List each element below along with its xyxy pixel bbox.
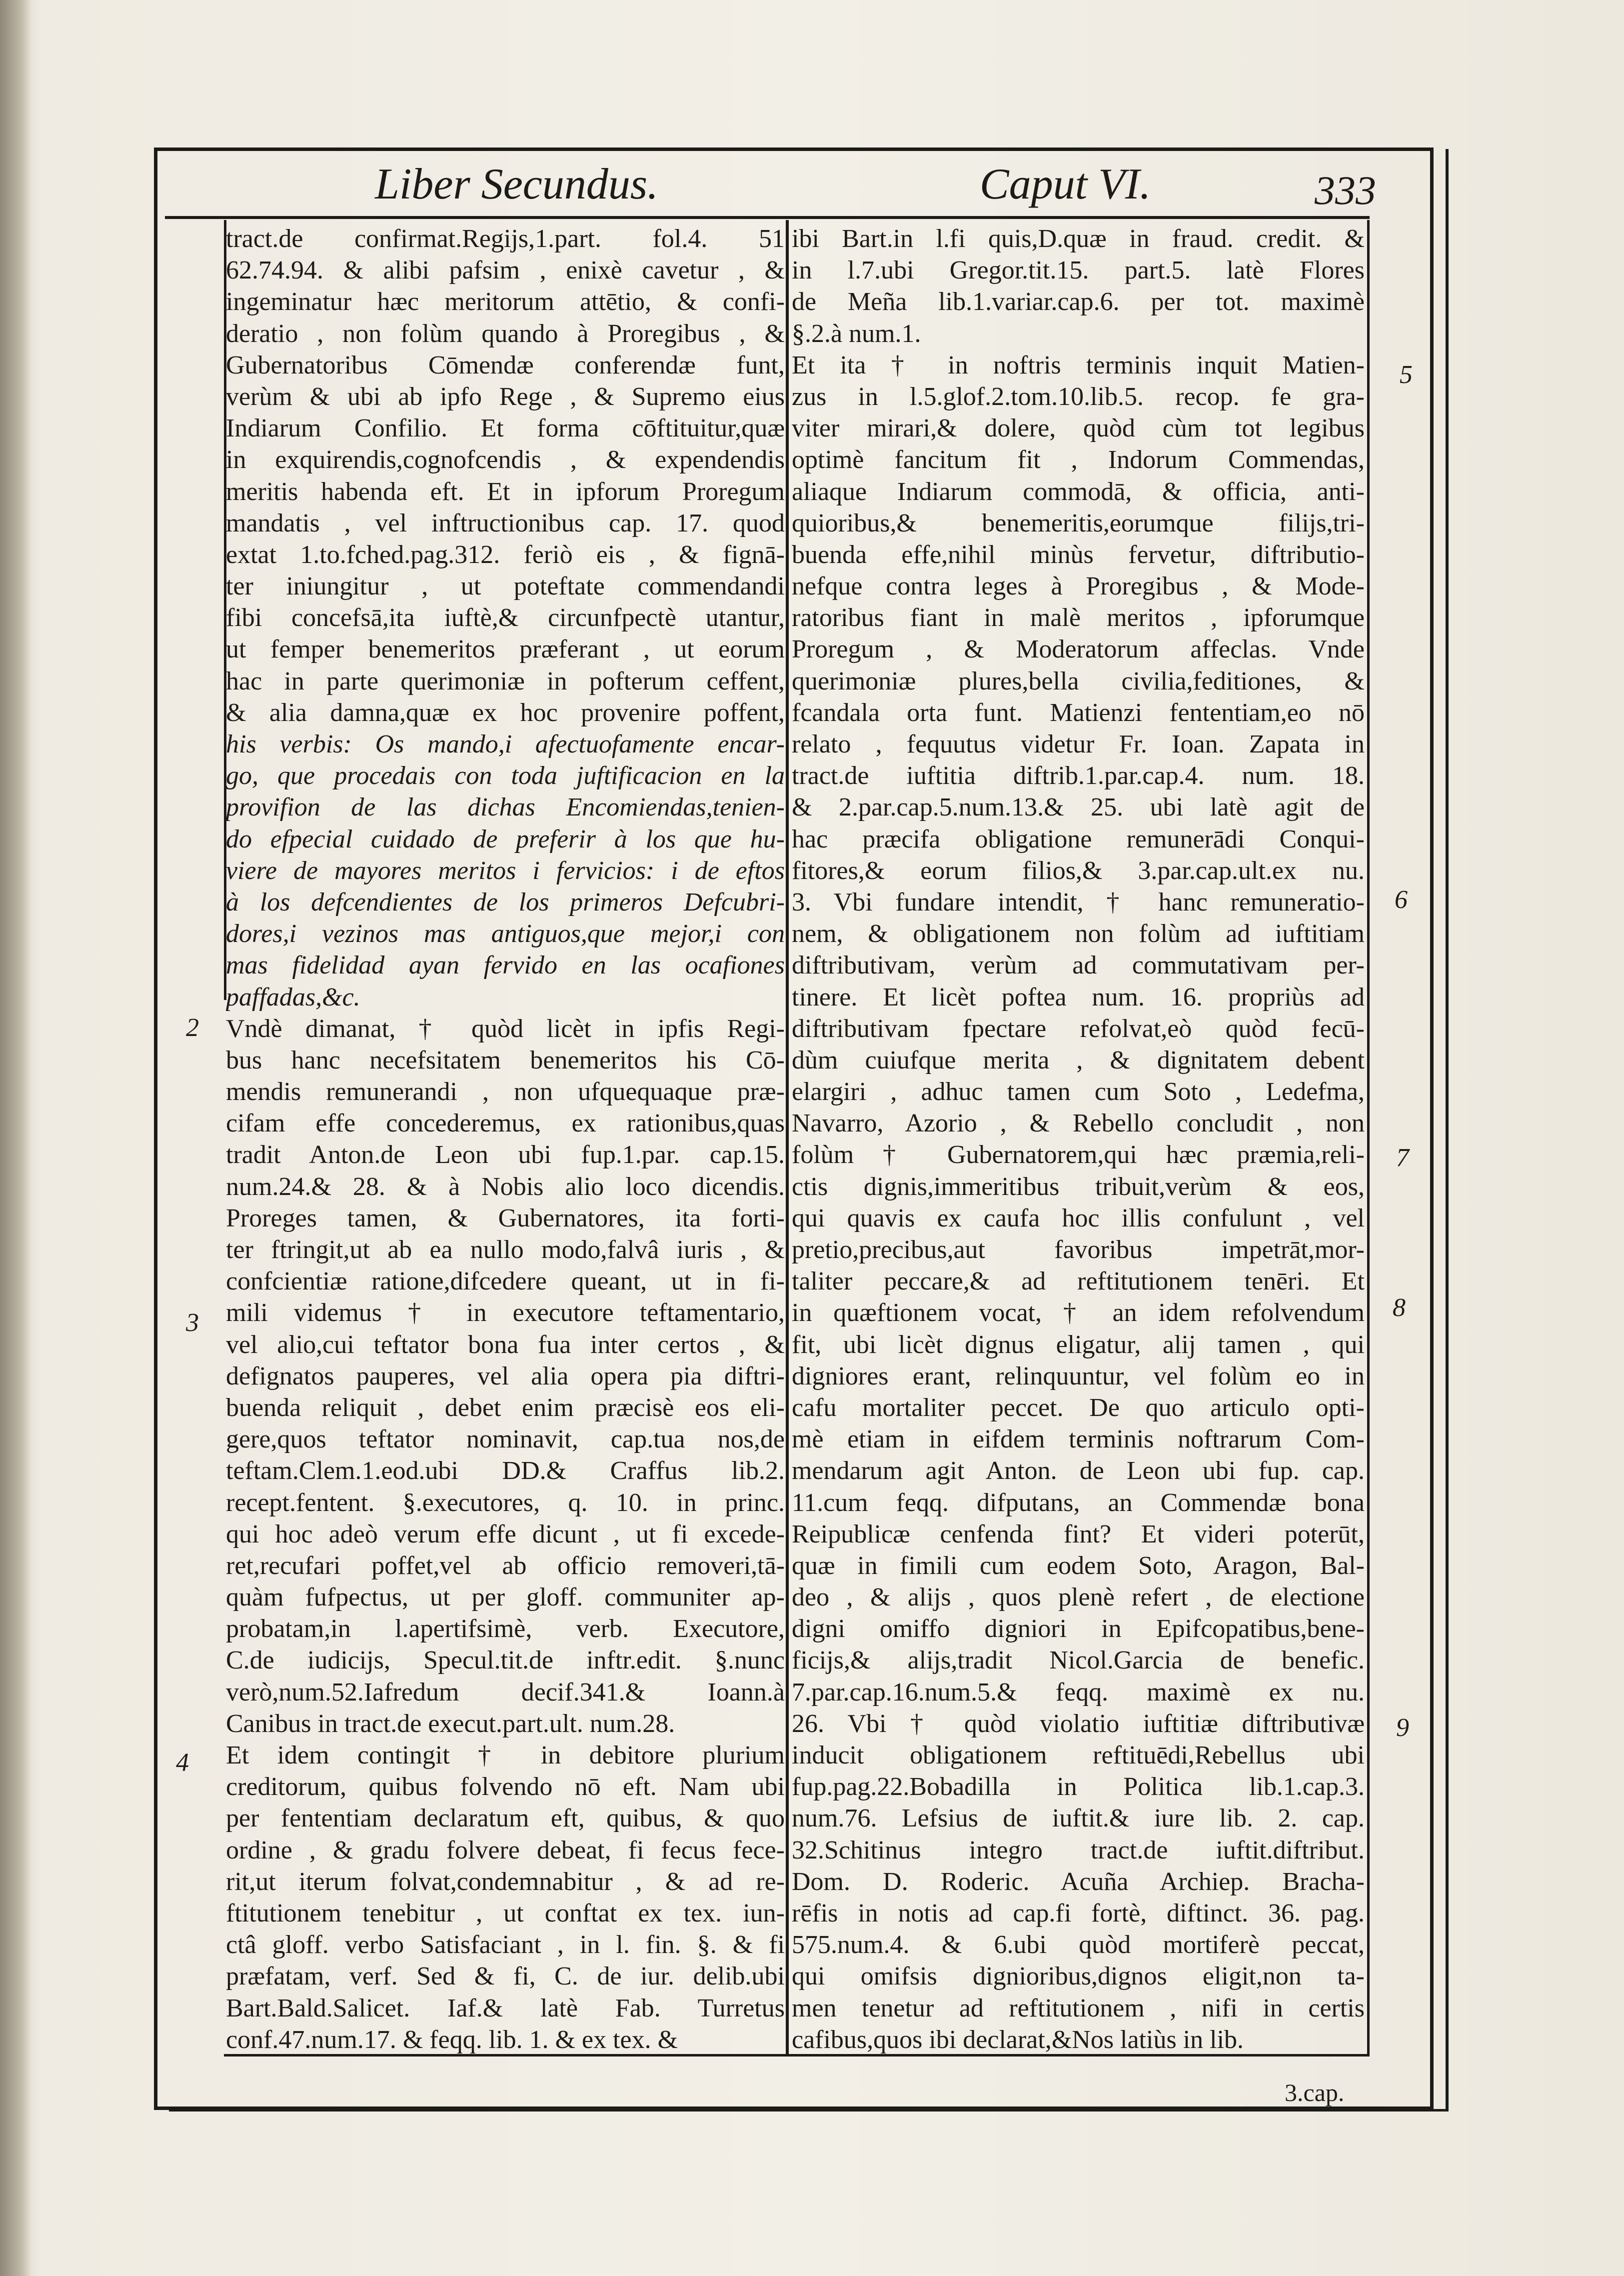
page-number: 333: [1315, 168, 1376, 213]
text-line: quioribus,& benemeritis,eorumque filijs,tri-: [792, 508, 1365, 538]
text-line: 3. Vbi fundare intendit, † hanc remuneratio-: [792, 888, 1365, 916]
text-line: cifam effe concederemus, ex rationibus,quas: [226, 1109, 785, 1138]
text-line: do efpecial cuidado de preferir à los que hu-: [226, 824, 785, 854]
text-line: §.2.à num.1.: [792, 319, 921, 348]
text-line: relato , fequutus videtur Fr. Ioan. Zapata in: [792, 730, 1365, 758]
text-line: provifion de las dichas Encomiendas,tenien-: [226, 793, 785, 822]
text-line: pretio,precibus,aut favoribus impetrāt,mor-: [792, 1236, 1365, 1264]
text-line: diftributivam fpectare refolvat,eò quòd fecū-: [792, 1014, 1365, 1043]
text-line: in quæftionem vocat, † an idem refolvendum: [792, 1298, 1365, 1328]
text-line: dores,i vezinos mas antiguos,que mejor,i con: [226, 920, 785, 948]
text-line: teftam.Clem.1.eod.ubi DD.& Craffus lib.2.: [226, 1456, 785, 1486]
text-line: digni omiffo digniori in Epifcopatibus,bene-: [792, 1614, 1365, 1644]
text-line: confcientiæ ratione,difcedere queant, ut in fi-: [226, 1267, 785, 1296]
text-line: bus hanc necefsitatem benemeritos his Cō-: [226, 1046, 785, 1074]
text-line: in l.7.ubi Gregor.tit.15. part.5. latè Flores: [792, 256, 1365, 285]
text-line: go, que procedais con toda juftificacion en la: [226, 762, 785, 790]
text-line: in exquirendis,cognofcendis , & expendendis: [226, 446, 785, 474]
text-line: verùm & ubi ab ipfo Rege , & Supremo eius: [226, 382, 785, 411]
catchword: 3.cap.: [1285, 2078, 1345, 2106]
text-line: probatam,in l.apertifsimè, verb. Executore,: [226, 1614, 785, 1644]
margin-number: 6: [1395, 886, 1408, 914]
text-line: fibi concefsā,ita iuftè,& circunfpectè utantur,: [226, 604, 785, 632]
text-line: Et idem contingit † in debitore plurium: [226, 1741, 785, 1770]
text-line: his verbis: Os mando,i afectuofamente encar-: [226, 730, 785, 758]
margin-number: 2: [186, 1014, 199, 1042]
text-line: hac præcifa obligatione remunerādi Conqui-: [792, 824, 1365, 854]
text-line: num.76. Lefsius de iuftit.& iure lib. 2. cap.: [792, 1804, 1365, 1833]
text-line: de Meña lib.1.variar.cap.6. per tot. maximè: [792, 288, 1365, 316]
text-line: buenda reliquit , debet enim præcisè eos eli-: [226, 1393, 785, 1422]
text-line: paffadas,&c.: [226, 982, 360, 1012]
right-column-rule: [1367, 220, 1370, 2055]
text-line: nefque contra leges à Proregibus , & Mode-: [792, 572, 1365, 601]
margin-number: 7: [1396, 1144, 1409, 1172]
text-line: gere,quos teftator nominavit, cap.tua nos,de: [226, 1425, 785, 1454]
text-line: cafu mortaliter peccet. De quo articulo opti-: [792, 1393, 1365, 1422]
text-line: tinere. Et licèt poftea num. 16. propriùs ad: [792, 982, 1365, 1012]
text-line: Navarro, Azorio , & Rebello concludit , non: [792, 1109, 1365, 1138]
text-line: defignatos pauperes, vel alia opera pia diftri-: [226, 1362, 785, 1390]
text-line: ter ftringit,ut ab ea nullo modo,falvâ iuris , &: [226, 1236, 785, 1264]
text-line: 575.num.4. & 6.ubi quòd mortiferè peccat,: [792, 1930, 1365, 1960]
text-line: qui quavis ex caufa hoc illis confulunt , vel: [792, 1204, 1365, 1232]
text-line: Bart.Bald.Salicet. Iaf.& latè Fab. Turretus: [226, 1994, 785, 2022]
text-line: fit, ubi licèt dignus eligatur, alij tamen , qui: [792, 1330, 1365, 1359]
margin-number: 8: [1393, 1294, 1406, 1322]
text-line: mas fidelidad ayan fervido en las ocafiones: [226, 951, 785, 980]
text-line: fcandala orta funt. Matienzi fententiam,eo nō: [792, 698, 1365, 727]
text-line: querimoniæ plures,bella civilia,feditiones, &: [792, 666, 1365, 696]
running-header: [165, 152, 1425, 222]
text-line: ctâ gloff. verbo Satisfaciant , in l. fin. §. & fi: [226, 1930, 785, 1960]
margin-number: 3: [186, 1308, 199, 1337]
text-line: 26. Vbi † quòd violatio iuftitiæ diftributivæ: [792, 1709, 1365, 1738]
text-line: viere de mayores meritos i fervicios: i de eftos: [226, 856, 785, 885]
binding-gutter: [0, 0, 31, 2276]
text-line: & alia damna,quæ ex hoc provenire poffent,: [226, 698, 785, 727]
text-line: Proregum , & Moderatorum affeclas. Vnde: [792, 635, 1365, 664]
text-line: ret,recufari poffet,vel ab officio removeri,tā-: [226, 1551, 785, 1580]
text-line: Canibus in tract.de execut.part.ult. num.28.: [226, 1709, 675, 1738]
text-line: nem, & obligationem non folùm ad iuftitiam: [792, 920, 1365, 948]
margin-number: 5: [1400, 360, 1413, 389]
text-line: meritis habenda eft. Et in ipforum Proregum: [226, 477, 785, 506]
text-line: mili videmus † in executore teftamentario,: [226, 1298, 785, 1328]
text-line: dùm cuiufque merita , & dignitatem debent: [792, 1046, 1365, 1074]
margin-number: 4: [176, 1748, 189, 1777]
text-line: cafibus,quos ibi declarat,&Nos latiùs in lib.: [792, 2025, 1244, 2054]
right-text-column: [792, 223, 1365, 2056]
column-divider: [786, 220, 789, 2055]
text-line: præfatam, verf. Sed & fi, C. de iur. delib.ubi: [226, 1962, 785, 1991]
text-line: tradit Anton.de Leon ubi fup.1.par. cap.15.: [226, 1140, 785, 1170]
text-line: folùm † Gubernatorem,qui hæc præmia,reli-: [792, 1140, 1365, 1170]
text-line: taliter peccare,& ad reftitutionem tenēri. Et: [792, 1267, 1365, 1296]
text-line: C.de iudicijs, Specul.tit.de inftr.edit. §.nunc: [226, 1646, 785, 1675]
text-line: hac in parte querimoniæ in pofterum ceffent,: [226, 666, 785, 696]
text-line: vel alio,cui teftator bona fua inter certos , &: [226, 1330, 785, 1359]
text-line: à los defcendientes de los primeros Defcubri-: [226, 888, 785, 916]
text-line: deo , & alijs , quos plenè refert , de electione: [792, 1583, 1365, 1612]
text-line: qui hoc adeò verum effe dicunt , ut fi excede-: [226, 1520, 785, 1548]
left-text-column: [226, 223, 785, 2056]
text-line: 11.cum feqq. difputans, an Commendæ bona: [792, 1488, 1365, 1517]
text-line: tract.de iuftitia diftrib.1.par.cap.4. num. 18.: [792, 762, 1365, 790]
text-line: zus in l.5.glof.2.tom.10.lib.5. recop. fe gra-: [792, 382, 1365, 411]
text-line: creditorum, quibus folvendo nō eft. Nam ubi: [226, 1772, 785, 1802]
text-line: quæ in fimili cum eodem Soto, Aragon, Bal-: [792, 1551, 1365, 1580]
text-line: verò,num.52.Iafredum decif.341.& Ioann.à: [226, 1678, 785, 1706]
text-line: viter mirari,& dolere, quòd cùm tot legibus: [792, 414, 1365, 443]
text-line: quàm fufpectus, ut per gloff. communiter ap-: [226, 1583, 785, 1612]
text-line: ibi Bart.in l.fi quis,D.quæ in fraud. credit. &: [792, 224, 1365, 253]
text-line: mendarum agit Anton. de Leon ubi fup. cap.: [792, 1456, 1365, 1486]
text-line: optimè fancitum fit , Indorum Commendas,: [792, 446, 1365, 474]
text-line: ordine , & gradu folvere debeat, fi fecus fece-: [226, 1836, 785, 1864]
text-line: Proreges tamen, & Gubernatores, ita forti-: [226, 1204, 785, 1232]
text-line: Reipublicæ cenfenda fint? Et videri poterūt,: [792, 1520, 1365, 1548]
text-line: 32.Schitinus integro tract.de iuftit.diftribut.: [792, 1836, 1365, 1864]
text-line: mendis remunerandi , non ufquequaque præ-: [226, 1078, 785, 1106]
text-line: tract.de confirmat.Regijs,1.part. fol.4. 51: [226, 224, 785, 253]
text-line: aliaque Indiarum commodā, & officia, anti-: [792, 477, 1365, 506]
text-line: Dom. D. Roderic. Acuña Archiep. Bracha-: [792, 1867, 1365, 1896]
text-line: deratio , non folùm quando à Proregibus , &: [226, 319, 785, 348]
header-rule: [165, 216, 1370, 219]
text-line: Gubernatoribus Cōmendæ conferendæ funt,: [226, 350, 785, 380]
text-line: ingeminatur hæc meritorum attētio, & confi-: [226, 288, 785, 316]
text-line: ter iniungitur , ut poteftate commendandi: [226, 572, 785, 601]
text-line: 7.par.cap.16.num.5.& feqq. maximè ex nu.: [792, 1678, 1365, 1706]
text-line: ficijs,& alijs,tradit Nicol.Garcia de benefic.: [792, 1646, 1365, 1675]
running-title-right: Caput VI.: [980, 160, 1151, 208]
text-line: digniores erant, relinquuntur, vel folùm eo in: [792, 1362, 1365, 1390]
text-line: recept.fentent. §.executores, q. 10. in princ.: [226, 1488, 785, 1517]
text-line: extat 1.to.fched.pag.312. feriò eis , & fignā-: [226, 540, 785, 569]
text-line: ctis dignis,immeritibus tribuit,verùm & eos,: [792, 1172, 1365, 1201]
running-title-left: Liber Secundus.: [375, 160, 659, 208]
text-line: ut femper benemeritos præferant , ut eorum: [226, 635, 785, 664]
text-line: fup.pag.22.Bobadilla in Politica lib.1.cap.3.: [792, 1772, 1365, 1802]
text-line: inducit obligationem reftituēdi,Rebellus ubi: [792, 1741, 1365, 1770]
text-line: men tenetur ad reftitutionem , nifi in certis: [792, 1994, 1365, 2022]
text-line: diftributivam, verùm ad commutativam per-: [792, 951, 1365, 980]
text-line: num.24.& 28. & à Nobis alio loco dicendis.: [226, 1172, 785, 1201]
text-line: conf.47.num.17. & feqq. lib. 1. & ex tex. &: [226, 2025, 678, 2054]
margin-number: 9: [1396, 1714, 1409, 1742]
text-line: ratoribus fiant in malè meritos , ipforumque: [792, 604, 1365, 632]
text-line: per fententiam declaratum eft, quibus, & quo: [226, 1804, 785, 1833]
text-line: rēfis in notis ad cap.fi fortè, diftinct. 36. pag.: [792, 1898, 1365, 1928]
text-line: 62.74.94. & alibi pafsim , enixè cavetur , &: [226, 256, 785, 285]
text-line: mè etiam in eifdem terminis noftrarum Com-: [792, 1425, 1365, 1454]
text-line: Indiarum Confilio. Et forma cōftituitur,quæ: [226, 414, 785, 443]
text-line: mandatis , vel inftructionibus cap. 17. quod: [226, 508, 785, 538]
text-line: buenda effe,nihil minùs fervetur, diftributio-: [792, 540, 1365, 569]
text-line: fitores,& eorum filios,& 3.par.cap.ult.ex nu.: [792, 856, 1365, 885]
text-line: elargiri , adhuc tamen cum Soto , Ledefma,: [792, 1078, 1365, 1106]
text-line: qui omifsis dignioribus,dignos eligit,non ta-: [792, 1962, 1365, 1991]
text-line: rit,ut iterum folvat,condemnabitur , & ad re-: [226, 1867, 785, 1896]
text-line: ftitutionem tenebitur , ut conftat ex tex. iun-: [226, 1898, 785, 1928]
text-line: & 2.par.cap.5.num.13.& 25. ubi latè agit de: [792, 793, 1365, 822]
text-line: Vndè dimanat, † quòd licèt in ipfis Regi-: [226, 1014, 785, 1043]
text-line: Et ita † in noftris terminis inquit Matien-: [792, 350, 1365, 380]
